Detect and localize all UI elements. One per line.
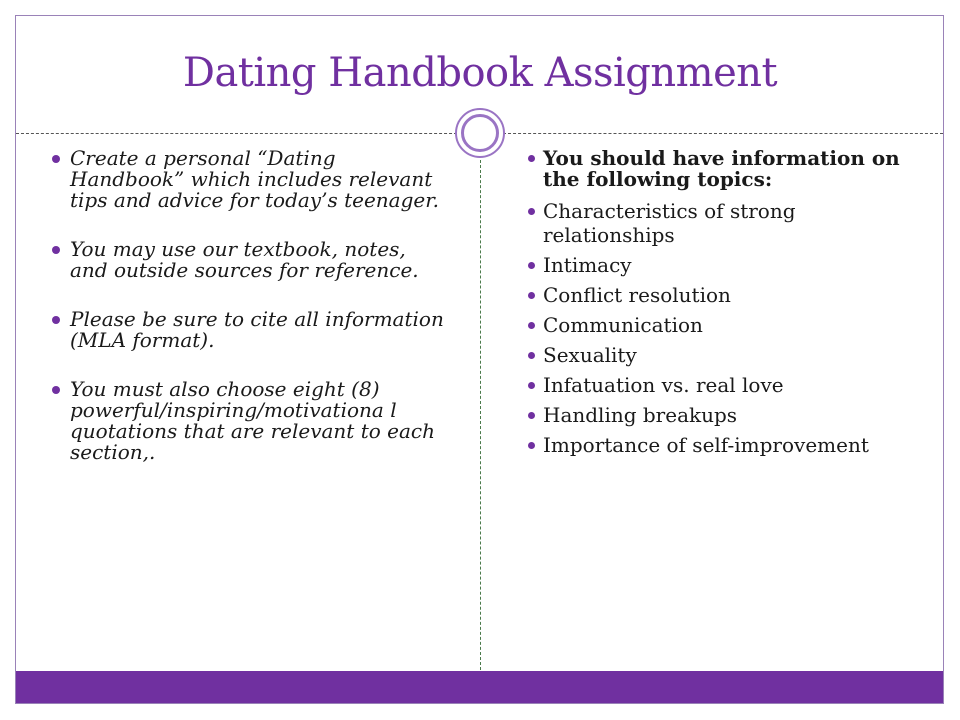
list-item [528,313,928,337]
bullet-icon [528,155,535,162]
decorative-ring-inner [461,114,499,152]
list-item-text: Intimacy [543,253,632,277]
list-item-text: Handling breakups [543,403,738,427]
list-item-text: Conflict resolution [543,283,731,307]
bullet-icon [52,386,60,394]
list-item [52,239,444,281]
list-item-text: Infatuation vs. real love [543,373,784,397]
title-divider-right [503,133,943,134]
title-divider-left [16,133,457,134]
right-bullet-list [528,148,928,463]
list-item-text: Please be sure to cite all information (MLA format). [70,307,444,352]
column-divider [480,160,481,670]
decorative-ring-icon [455,108,505,158]
footer-bar [16,671,943,703]
list-item [52,148,444,211]
bullet-icon [528,352,535,359]
bullet-icon [528,442,535,449]
bullet-icon [528,292,535,299]
list-item-text: Create a personal “Dating Handbook” which includes relevant tips and advice for today’s teenager. [70,146,439,212]
bullet-icon [52,246,60,254]
slide-title: Dating Handbook Assignment [182,50,778,96]
bullet-icon [528,262,535,269]
list-item [52,309,444,351]
bullet-icon [528,322,535,329]
bullet-icon [528,412,535,419]
left-bullet-list [52,148,444,491]
list-item-text: Characteristics of strong relationships [543,199,796,247]
list-item-text: Communication [543,313,703,337]
bullet-icon [52,316,60,324]
bullet-icon [528,208,535,215]
list-item [528,373,928,397]
list-item [528,253,928,277]
list-item-text: You may use our textbook, notes, and outside sources for reference. [70,237,419,282]
list-item [528,433,928,457]
list-item [528,283,928,307]
list-item [528,403,928,427]
topics-heading-text: You should have information on the following topics: [543,146,900,191]
list-item [528,343,928,367]
bullet-icon [528,382,535,389]
list-item [52,379,444,463]
topics-heading [528,148,928,190]
list-item-text: You must also choose eight (8) powerful/inspiring/motivationa l quotations that are relevant to each section,. [70,377,435,464]
list-item-text: Sexuality [543,343,637,367]
bullet-icon [52,155,60,163]
list-item-text: Importance of self-improvement [543,433,869,457]
list-item [528,199,928,247]
